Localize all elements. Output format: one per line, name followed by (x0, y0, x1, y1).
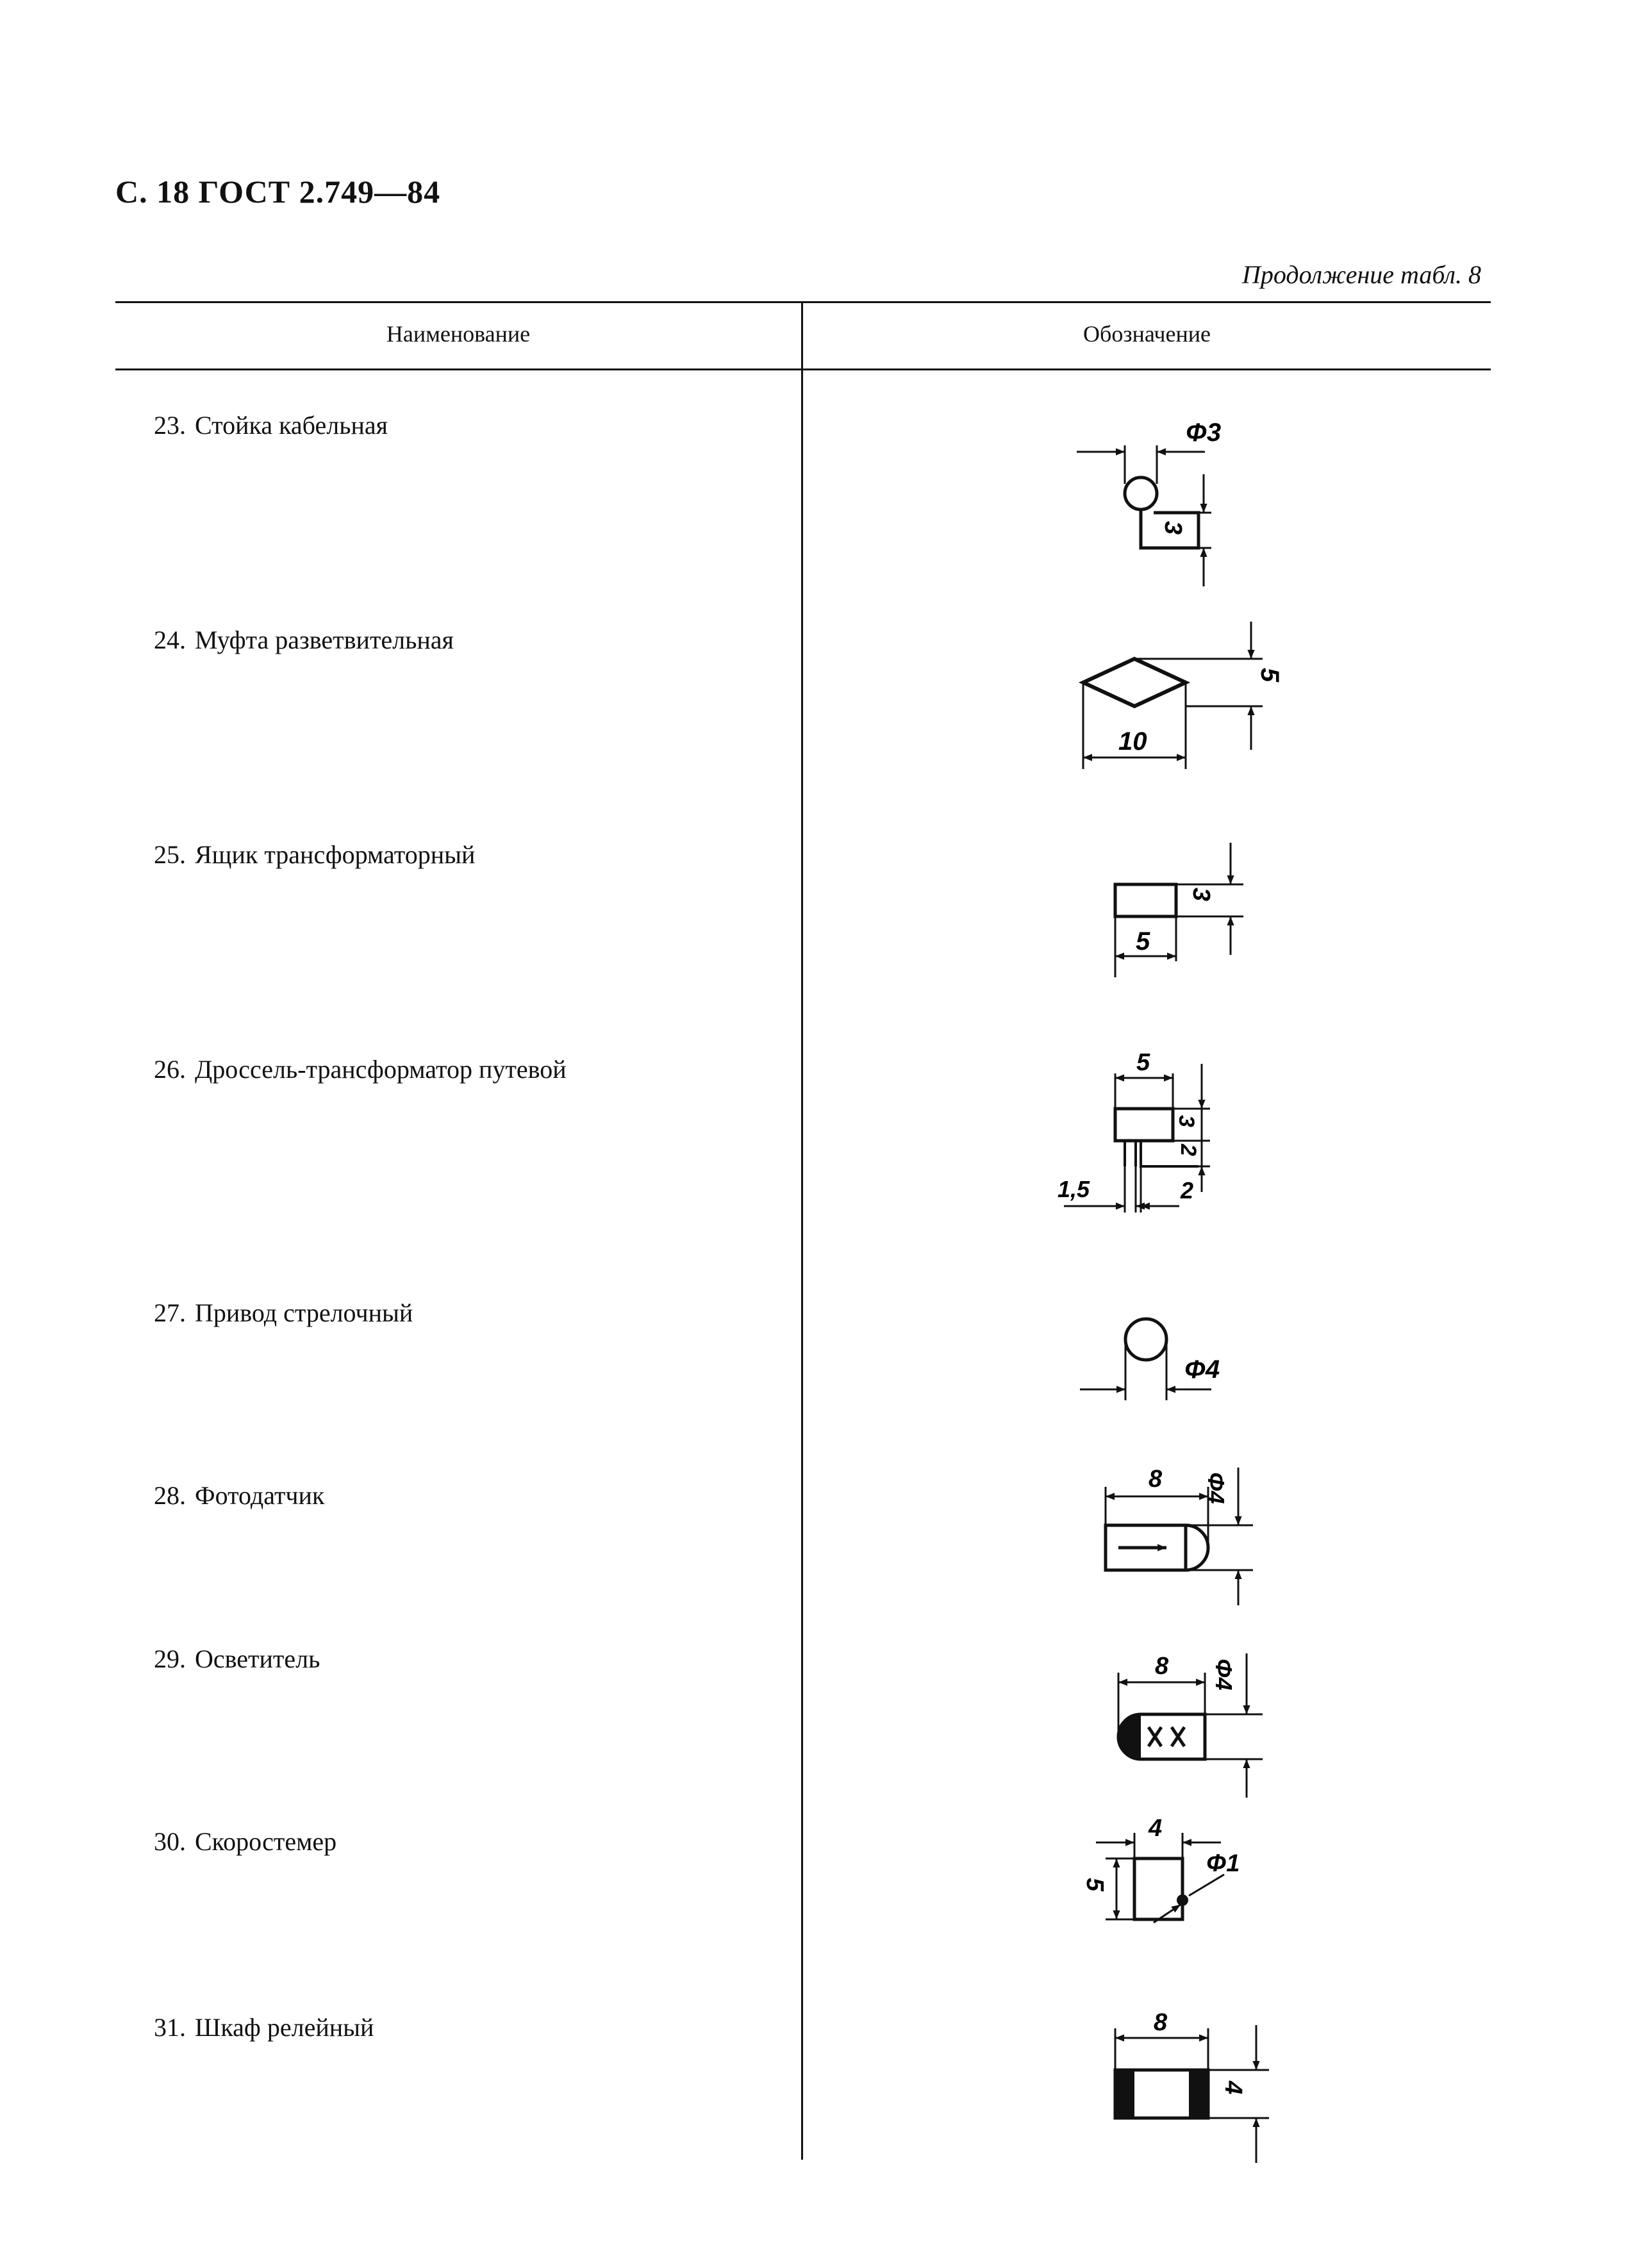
dimension-label: 5 (1136, 927, 1150, 956)
table-row (154, 625, 454, 655)
relay-cabinet-symbol (1102, 1999, 1282, 2166)
row-number: 26. (154, 1055, 186, 1084)
row-number: 30. (154, 1827, 186, 1856)
dimension-label: 4 (1149, 1815, 1163, 1842)
table-continuation-label: Продолжение табл. 8 (1241, 260, 1481, 289)
row-name: Стойка кабельная (195, 411, 388, 440)
table-row (154, 1644, 320, 1674)
dimension-label: Φ1 (1206, 1850, 1240, 1877)
row-number: 31. (154, 2013, 186, 2042)
row-name: Осветитель (195, 1644, 320, 1673)
table-column-divider (801, 301, 803, 2160)
column-header-symbol: Обозначение (1083, 321, 1211, 347)
row-name: Привод стрелочный (195, 1298, 413, 1327)
dimension-label: 3 (1174, 1115, 1199, 1127)
row-number: 28. (154, 1481, 186, 1510)
row-name: Муфта разветвительная (195, 625, 454, 654)
row-number: 23. (154, 411, 186, 440)
track-choke-transformer-symbol (1045, 1038, 1250, 1230)
table-row (154, 840, 475, 870)
illuminator-symbol (1102, 1647, 1282, 1801)
row-number: 25. (154, 840, 186, 869)
dimension-label: 2 (1176, 1144, 1200, 1156)
dimension-label: 1,5 (1058, 1176, 1090, 1202)
table-row (154, 1480, 324, 1511)
dimension-label: 8 (1154, 2009, 1168, 2036)
row-name: Фотодатчик (195, 1481, 325, 1510)
row-name: Дроссель-трансформатор путевой (195, 1055, 567, 1084)
dimension-label: 2 (1181, 1177, 1194, 1204)
table-row (154, 410, 388, 440)
dimension-label: 4 (1220, 2081, 1247, 2095)
photosensor-symbol (1090, 1455, 1269, 1609)
row-number: 29. (154, 1644, 186, 1673)
dimension-label: Φ4 (1211, 1659, 1237, 1691)
table-row (154, 1826, 336, 1857)
dimension-label: 3 (1159, 521, 1186, 535)
dimension-label: 10 (1118, 727, 1147, 756)
dimension-label: Φ4 (1203, 1472, 1229, 1504)
dimension-label: 3 (1188, 888, 1215, 902)
table-top-rule (115, 301, 1491, 303)
dimension-label: 5 (1256, 668, 1284, 683)
dimension-label: 8 (1149, 1466, 1163, 1493)
switch-drive-symbol (1070, 1288, 1263, 1410)
transformer-box-symbol (1102, 833, 1269, 987)
dimension-label: Φ3 (1186, 418, 1222, 447)
dimension-label: 8 (1155, 1653, 1169, 1680)
page-header: С. 18 ГОСТ 2.749—84 (115, 174, 441, 210)
table-header-rule (115, 368, 1491, 370)
branch-coupling-symbol (1064, 615, 1282, 788)
row-name: Ящик трансформаторный (195, 840, 476, 869)
dimension-label: 5 (1136, 1049, 1150, 1076)
column-header-name: Наименование (386, 321, 531, 347)
table-row (154, 1298, 413, 1328)
speedometer-symbol (1058, 1814, 1263, 1955)
dimension-label: Φ4 (1184, 1355, 1220, 1384)
row-name: Скоростемер (195, 1827, 337, 1856)
cable-stand-symbol (1058, 410, 1263, 602)
table-row (154, 1054, 567, 1084)
table-row (154, 2012, 374, 2042)
row-number: 24. (154, 625, 186, 654)
dimension-label: 5 (1081, 1878, 1108, 1892)
row-number: 27. (154, 1298, 186, 1327)
row-name: Шкаф релейный (195, 2013, 374, 2042)
